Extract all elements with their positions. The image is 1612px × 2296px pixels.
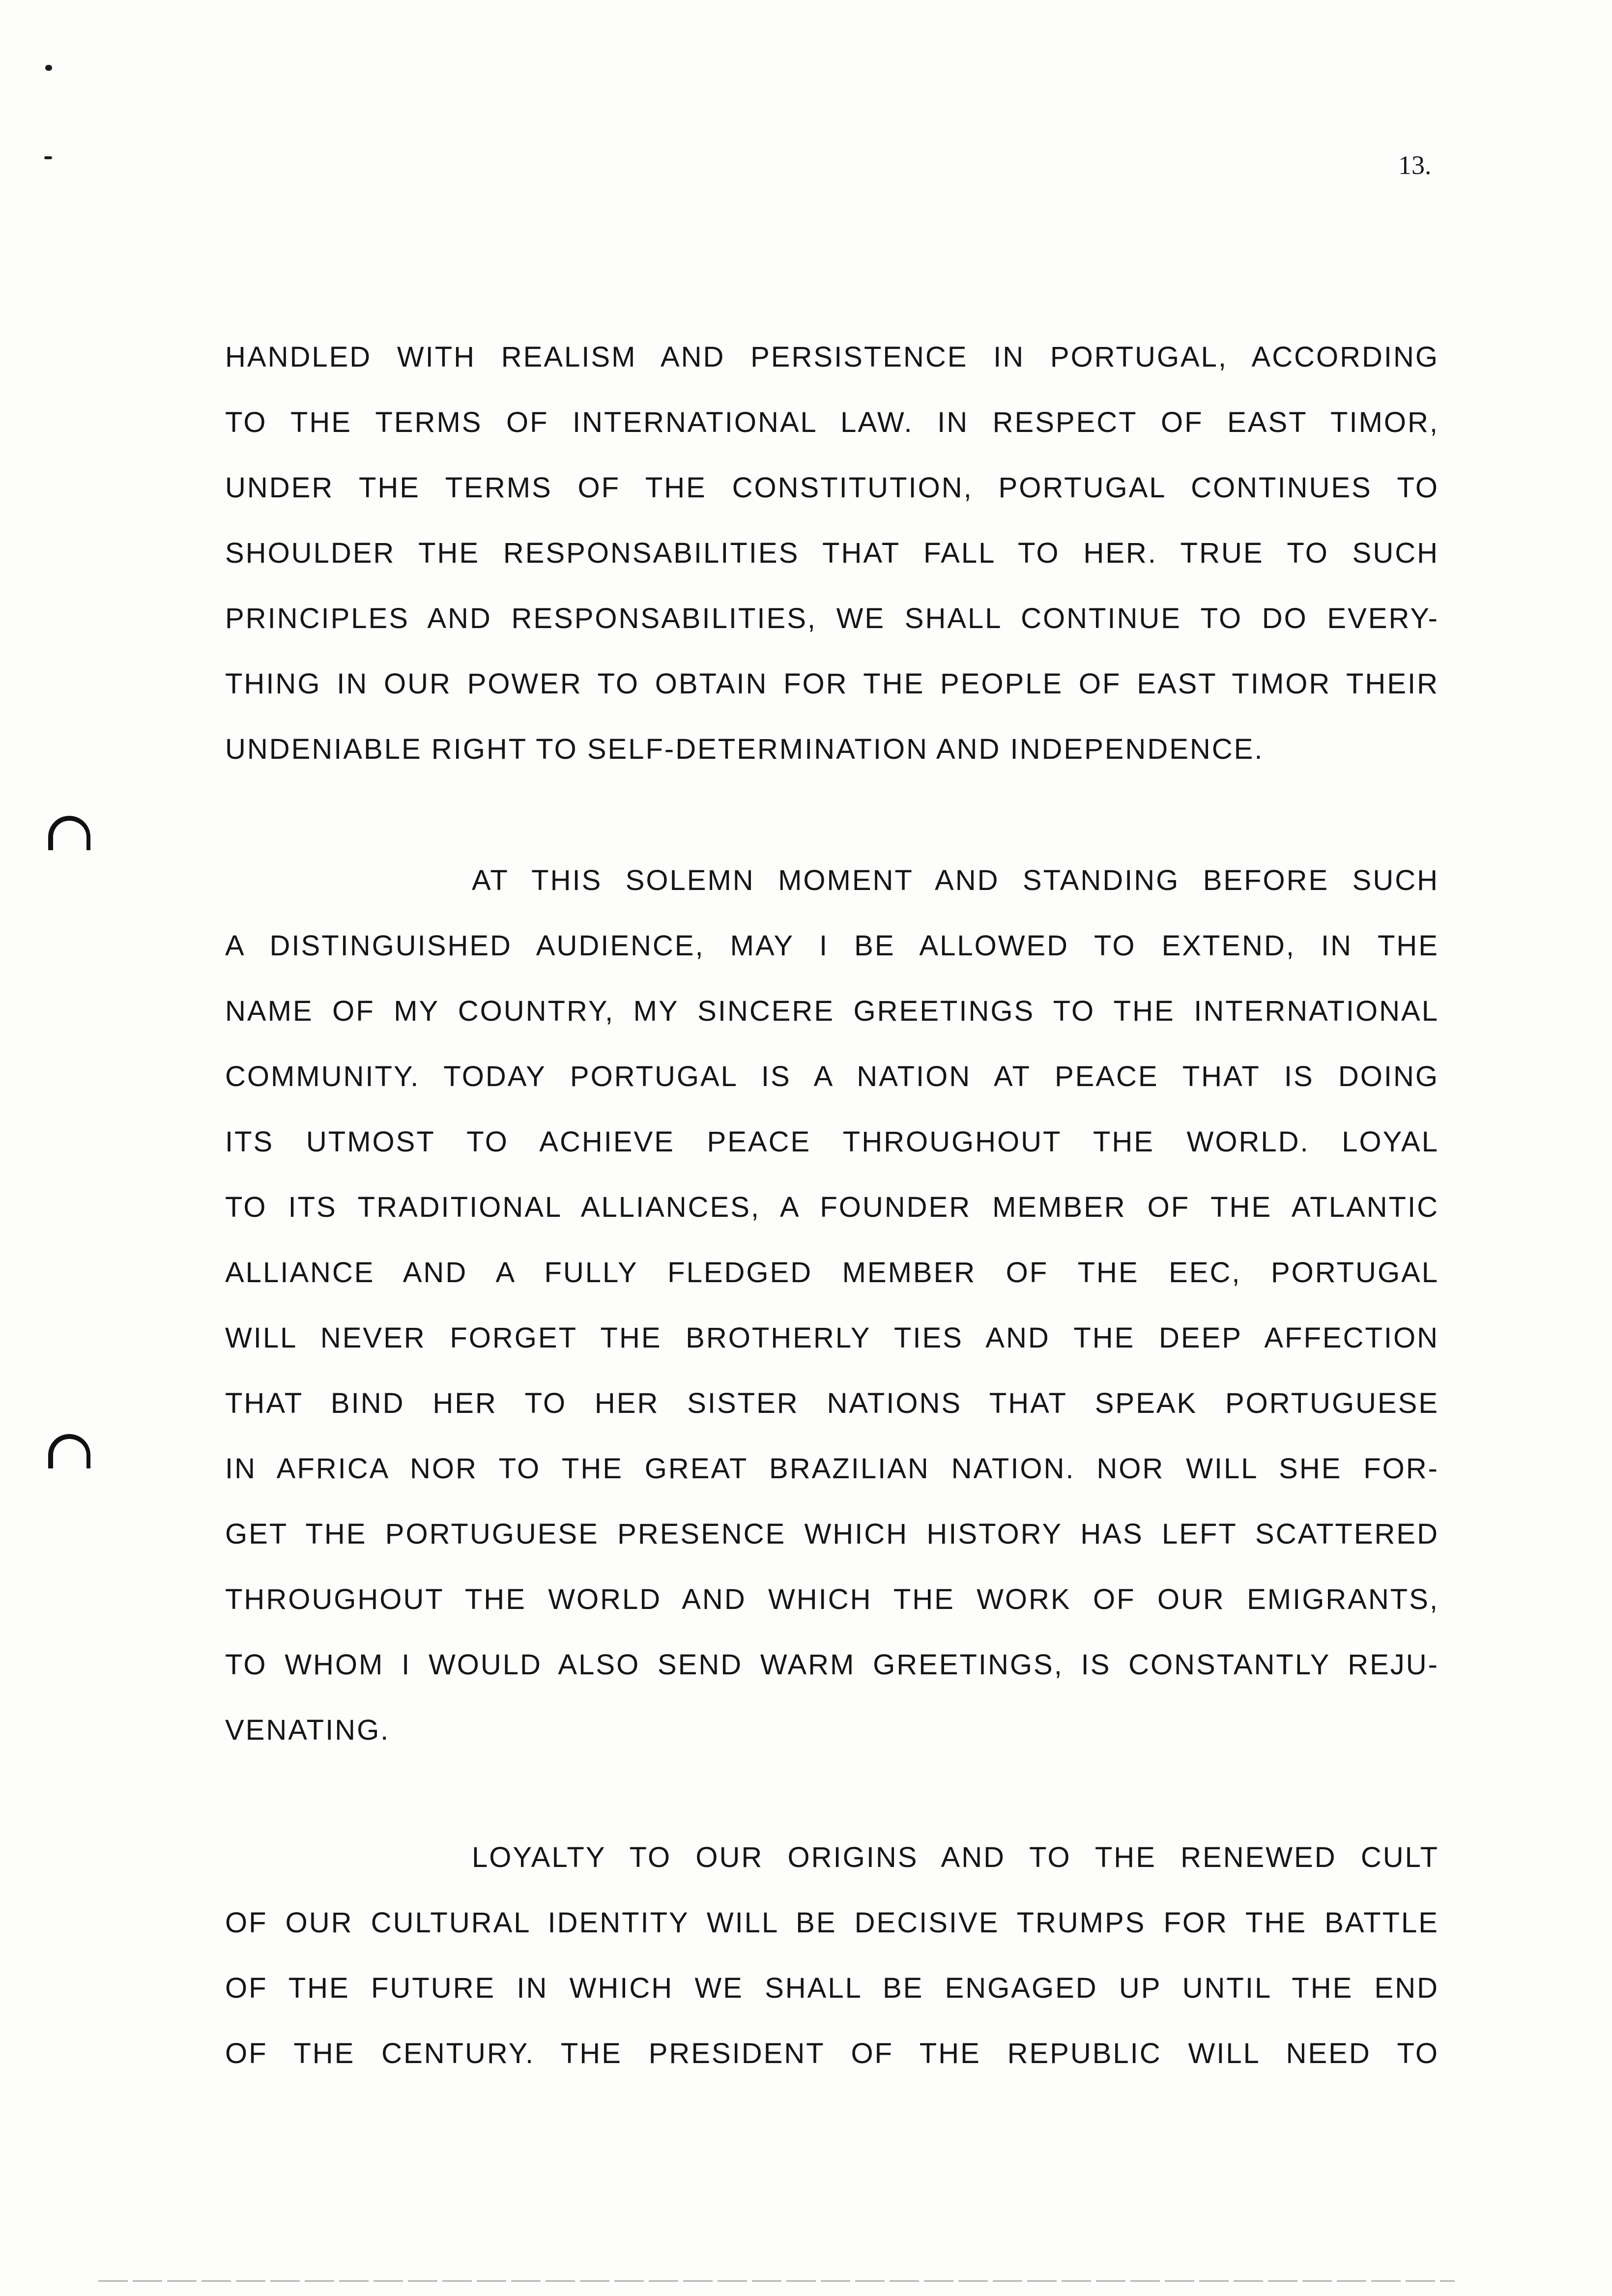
text-line: GET THE PORTUGUESE PRESENCE WHICH HISTORY HAS LEFT SCATTERED [225,1518,1439,1550]
text-line: UNDER THE TERMS OF THE CONSTITUTION, PORTUGAL CONTINUES TO [225,472,1439,504]
text-line: PRINCIPLES AND RESPONSABILITIES, WE SHALL CONTINUE TO DO EVERY- [225,603,1439,634]
text-line: THING IN OUR POWER TO OBTAIN FOR THE PEOPLE OF EAST TIMOR THEIR [225,668,1439,700]
scan-speck-top [45,65,52,71]
text-line: UNDENIABLE RIGHT TO SELF-DETERMINATION AND INDEPENDENCE. [225,733,1264,765]
text-line: ALLIANCE AND A FULLY FLEDGED MEMBER OF THE EEC, PORTUGAL [225,1257,1439,1289]
text-line: IN AFRICA NOR TO THE GREAT BRAZILIAN NATION. NOR WILL SHE FOR- [225,1453,1439,1485]
text-line: HANDLED WITH REALISM AND PERSISTENCE IN PORTUGAL, ACCORDING [225,341,1439,373]
binder-hole-mark-lower [48,1434,90,1468]
text-line: THAT BIND HER TO HER SISTER NATIONS THAT SPEAK PORTUGUESE [225,1387,1439,1419]
text-line: OF OUR CULTURAL IDENTITY WILL BE DECISIVE TRUMPS FOR THE BATTLE [225,1907,1439,1939]
scan-speck-dash [44,156,52,159]
binder-hole-mark-upper [48,816,90,850]
text-line: VENATING. [225,1714,390,1746]
page-number: 13. [1398,150,1432,180]
text-line: COMMUNITY. TODAY PORTUGAL IS A NATION AT PEACE THAT IS DOING [225,1061,1439,1092]
text-line: NAME OF MY COUNTRY, MY SINCERE GREETINGS TO THE INTERNATIONAL [225,995,1439,1027]
text-line: OF THE FUTURE IN WHICH WE SHALL BE ENGAGED UP UNTIL THE END [225,1972,1439,2004]
scan-edge-line [98,2280,1455,2282]
text-line: TO THE TERMS OF INTERNATIONAL LAW. IN RESPECT OF EAST TIMOR, [225,406,1439,438]
text-line: THROUGHOUT THE WORLD AND WHICH THE WORK OF OUR EMIGRANTS, [225,1583,1439,1615]
text-line: A DISTINGUISHED AUDIENCE, MAY I BE ALLOWED TO EXTEND, IN THE [225,930,1439,962]
text-line: OF THE CENTURY. THE PRESIDENT OF THE REPUBLIC WILL NEED TO [225,2038,1439,2069]
text-line: AT THIS SOLEMN MOMENT AND STANDING BEFORE SUCH [472,864,1439,896]
text-line: SHOULDER THE RESPONSABILITIES THAT FALL TO HER. TRUE TO SUCH [225,537,1439,569]
text-line: TO WHOM I WOULD ALSO SEND WARM GREETINGS, IS CONSTANTLY REJU- [225,1649,1439,1681]
text-line: ITS UTMOST TO ACHIEVE PEACE THROUGHOUT THE WORLD. LOYAL [225,1126,1439,1158]
text-line: TO ITS TRADITIONAL ALLIANCES, A FOUNDER MEMBER OF THE ATLANTIC [225,1191,1439,1223]
text-line: WILL NEVER FORGET THE BROTHERLY TIES AND THE DEEP AFFECTION [225,1322,1439,1354]
text-line: LOYALTY TO OUR ORIGINS AND TO THE RENEWED CULT [472,1841,1439,1873]
